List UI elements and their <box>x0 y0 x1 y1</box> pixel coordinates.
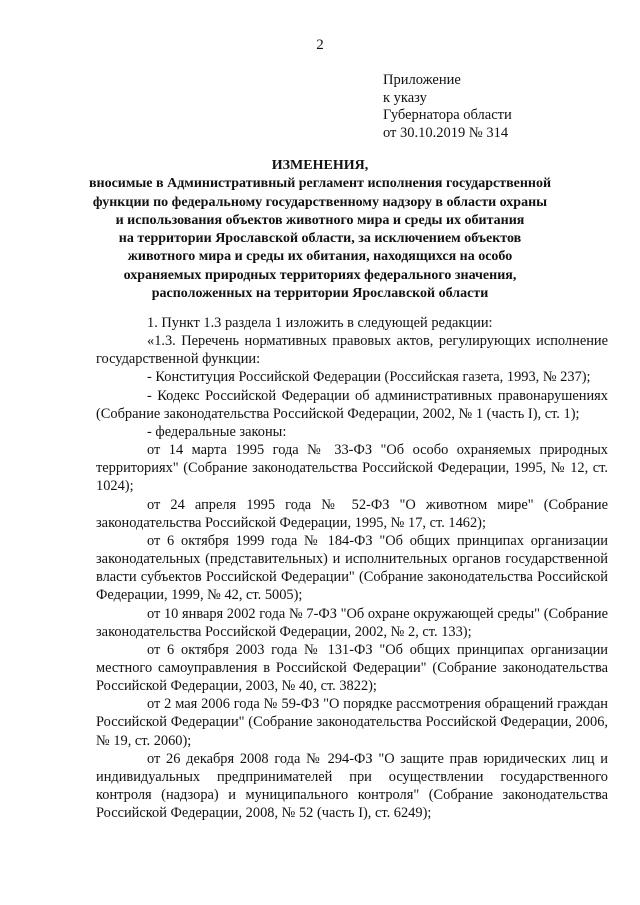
paragraph-item-1: 1. Пункт 1.3 раздела 1 изложить в следующей редакции: <box>147 315 493 331</box>
title-line: функции по федеральному государственному надзору в области охраны <box>92 194 548 210</box>
title-line: вносимые в Административный регламент исполнения государственной <box>88 176 552 192</box>
appendix-line: от 30.10.2019 № 314 <box>383 124 509 141</box>
title-heading: ИЗМЕНЕНИЯ, <box>271 158 369 173</box>
law-item: от 14 марта 1995 года № 33-ФЗ "Об особо охраняемых природных территориях" (Собрание законодательства Российской Федерации, 1995, № 12, ст. 1024); <box>96 442 608 495</box>
title-line: на территории Ярославской области, за исключением объектов <box>118 231 522 247</box>
law-item: от 10 января 2002 года № 7-ФЗ "Об охране окружающей среды" (Собрание законодательства Российской Федерации, 2002, № 2, ст. 133); <box>96 605 608 640</box>
title-line: охраняемых природных территориях федерального значения, <box>123 267 517 283</box>
appendix-line: Приложение <box>383 72 461 88</box>
list-item-constitution: - Конституция Российской Федерации (Российская газета, 1993, № 237); <box>147 369 591 386</box>
title-line: расположенных на территории Ярославской области <box>151 286 489 302</box>
law-item: от 2 мая 2006 года № 59-ФЗ "О порядке рассмотрения обращений граждан Российской Федерации" (Собрание законодательства Российской Федерации, 2006, № 19, ст. 2060); <box>96 696 608 749</box>
title-line: и использования объектов животного мира и среды их обитания <box>115 212 525 228</box>
appendix-line: к указу <box>383 89 427 106</box>
appendix-block <box>383 72 512 142</box>
paragraph-section-1-3: «1.3. Перечень нормативных правовых актов, регулирующих исполнение государственной функции: <box>96 333 608 368</box>
law-item: от 6 октября 1999 года № 184-ФЗ "Об общих принципах организации законодательных (представительных) и исполнительных органов государственной власти субъектов Российской Федерации" (Собрание законодательства Российской Федерации, 1999, № 42, ст. 5005); <box>96 532 608 604</box>
law-item: от 26 декабря 2008 года № 294-ФЗ "О защите прав юридических лиц и индивидуальных предпринимателей при осуществлении государственного контроля (надзора) и муниципального контроля" (Собрание законодательства Российской Федерации, 2008, № 52 (часть I), ст. 6249); <box>96 750 608 822</box>
appendix-line: Губернатора области <box>383 107 512 123</box>
law-item: от 24 апреля 1995 года № 52-ФЗ "О животном мире" (Собрание законодательства Российской Федерации, 1995, № 17, ст. 1462); <box>96 496 608 531</box>
list-item-federal-laws: - федеральные законы: <box>147 423 287 440</box>
document-title <box>0 157 640 303</box>
list-item-administrative-code: - Кодекс Российской Федерации об административных правонарушениях (Собрание законодательства Российской Федерации, 2002, № 1 (часть I), ст. 1); <box>96 387 608 422</box>
law-item: от 6 октября 2003 года № 131-ФЗ "Об общих принципах организации местного самоуправления в Российской Федерации" (Собрание законодательства Российской Федерации, 2003, № 40, ст. 3822); <box>96 641 608 695</box>
title-line: животного мира и среды их обитания, находящихся на особо <box>127 249 513 265</box>
page-number: 2 <box>316 37 324 53</box>
document-body <box>96 314 608 822</box>
